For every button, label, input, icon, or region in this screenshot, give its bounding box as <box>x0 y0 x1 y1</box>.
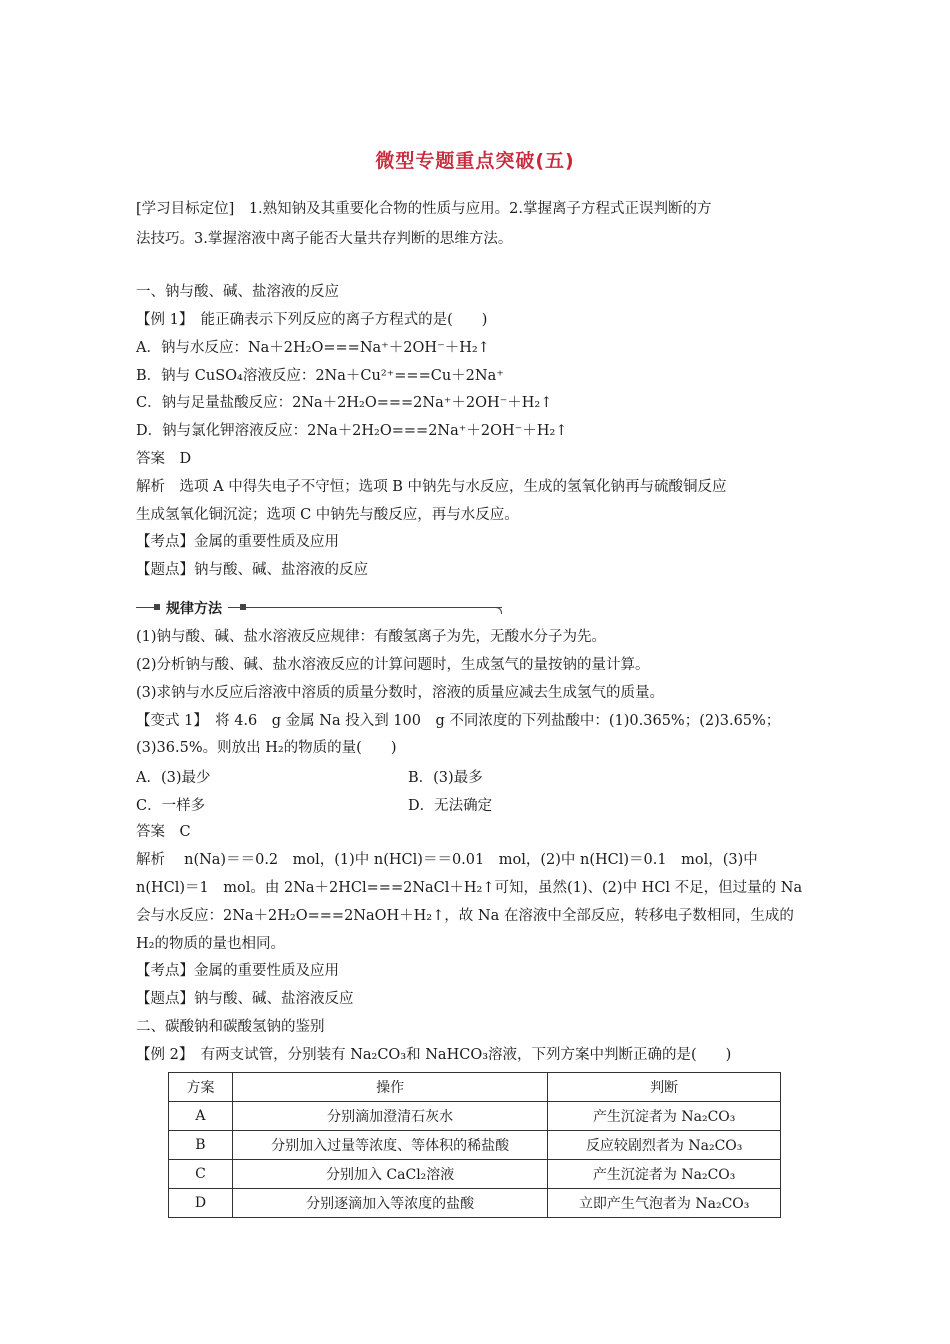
table-cell: D <box>169 1189 233 1218</box>
table-cell: A <box>169 1102 233 1131</box>
table-cell: 分别逐滴加入等浓度的盐酸 <box>232 1189 547 1218</box>
variant-1-tidian: 【题点】钠与酸、碱、盐溶液反应 <box>136 991 354 1007</box>
variant-1-analysis-line-2: n(HCl)＝1 mol。由 2Na＋2HCl===2NaCl＋H₂↑可知，虽然(1)、(2)中 HCl 不足，但过量的 Na <box>136 880 803 896</box>
example-1-kaodian: 【考点】金属的重要性质及应用 <box>136 534 339 550</box>
method-rule-2: (2)分析钠与酸、碱、盐水溶液反应的计算问题时，生成氢气的量按钠的量计算。 <box>136 657 650 673</box>
table-cell: 立即产生气泡者为 Na₂CO₃ <box>548 1189 781 1218</box>
example-1-analysis-line-2: 生成氢氧化铜沉淀；选项 C 中钠先与酸反应，再与水反应。 <box>136 507 519 523</box>
example-2-question: 【例 2】 有两支试管，分别装有 Na₂CO₃和 NaHCO₃溶液，下列方案中判断正确的是( ) <box>136 1047 732 1063</box>
variant-1-analysis-line-3: 会与水反应：2Na＋2H₂O===2NaOH＋H₂↑，故 Na 在溶液中全部反应，转移电子数相同，生成的 <box>136 908 794 924</box>
objectives-line-1: [学习目标定位] 1.熟知钠及其重要化合物的性质与应用。2.掌握离子方程式正误判断的方 <box>136 201 712 217</box>
method-heading-corner <box>493 607 502 614</box>
table-cell: 分别加入 CaCl₂溶液 <box>232 1160 547 1189</box>
table-row <box>169 1189 781 1218</box>
table-cell: 产生沉淀者为 Na₂CO₃ <box>548 1160 781 1189</box>
method-heading-box <box>136 598 502 617</box>
table-cell: 反应较剧烈者为 Na₂CO₃ <box>548 1131 781 1160</box>
variant-1-analysis-line-4: H₂的物质的量也相同。 <box>136 936 285 952</box>
method-rule-1: (1)钠与酸、碱、盐水溶液反应规律：有酸氢离子为先，无酸水分子为先。 <box>136 629 607 645</box>
example-1-answer: 答案 D <box>136 451 192 467</box>
table-header-cell: 操作 <box>232 1073 547 1102</box>
variant-1-option-b: B．(3)最多 <box>408 770 483 786</box>
table-header-cell: 判断 <box>548 1073 781 1102</box>
variant-1-option-d: D．无法确定 <box>408 798 493 814</box>
example-2-table <box>168 1072 781 1218</box>
table-cell: C <box>169 1160 233 1189</box>
variant-1-analysis-line-1: 解析 n(Na)＝＝0.2 mol，(1)中 n(HCl)＝＝0.01 mol，(2)中 n(HCl)＝0.1 mol，(3)中 <box>136 852 758 868</box>
variant-1-option-a: A．(3)最少 <box>136 770 211 786</box>
variant-1-option-c: C．一样多 <box>136 798 206 814</box>
table-cell: 分别加入过量等浓度、等体积的稀盐酸 <box>232 1131 547 1160</box>
table-row <box>169 1102 781 1131</box>
example-1-option-a: A．钠与水反应：Na＋2H₂O===Na⁺＋2OH⁻＋H₂↑ <box>136 340 490 356</box>
table-row <box>169 1131 781 1160</box>
variant-1-answer: 答案 C <box>136 824 191 840</box>
variant-1-question-line-2: (3)36.5%。则放出 H₂的物质的量( ) <box>136 740 397 756</box>
variant-1-kaodian: 【考点】金属的重要性质及应用 <box>136 963 339 979</box>
method-right-square-icon <box>240 604 246 610</box>
method-rule-3: (3)求钠与水反应后溶液中溶质的质量分数时，溶液的质量应减去生成氢气的质量。 <box>136 685 665 701</box>
section-heading-2: 二、碳酸钠和碳酸氢钠的鉴别 <box>136 1019 325 1035</box>
table-header-row <box>169 1073 781 1102</box>
table-cell: 产生沉淀者为 Na₂CO₃ <box>548 1102 781 1131</box>
example-1-question: 【例 1】 能正确表示下列反应的离子方程式的是( ) <box>136 312 488 328</box>
table-header-cell: 方案 <box>169 1073 233 1102</box>
example-1-tidian: 【题点】钠与酸、碱、盐溶液的反应 <box>136 562 368 578</box>
method-heading-label: 规律方法 <box>160 598 228 618</box>
page-title: 微型专题重点突破(五) <box>375 150 575 172</box>
section-heading-1: 一、钠与酸、碱、盐溶液的反应 <box>136 284 339 300</box>
example-1-option-b: B．钠与 CuSO₄溶液反应：2Na＋Cu²⁺===Cu＋2Na⁺ <box>136 368 504 384</box>
example-1-analysis-line-1: 解析 选项 A 中得失电子不守恒；选项 B 中钠先与水反应，生成的氢氧化钠再与硫酸铜反应 <box>136 479 727 495</box>
table-row <box>169 1160 781 1189</box>
table-cell: 分别滴加澄清石灰水 <box>232 1102 547 1131</box>
objectives-line-2: 法技巧。3.掌握溶液中离子能否大量共存判断的思维方法。 <box>136 231 513 247</box>
example-1-option-d: D．钠与氯化钾溶液反应：2Na＋2H₂O===2Na⁺＋2OH⁻＋H₂↑ <box>136 423 568 439</box>
variant-1-question-line-1: 【变式 1】 将 4.6 g 金属 Na 投入到 100 g 不同浓度的下列盐酸中：(1)0.365%；(2)3.65%； <box>136 713 781 729</box>
example-1-option-c: C．钠与足量盐酸反应：2Na＋2H₂O===2Na⁺＋2OH⁻＋H₂↑ <box>136 395 553 411</box>
table-cell: B <box>169 1131 233 1160</box>
